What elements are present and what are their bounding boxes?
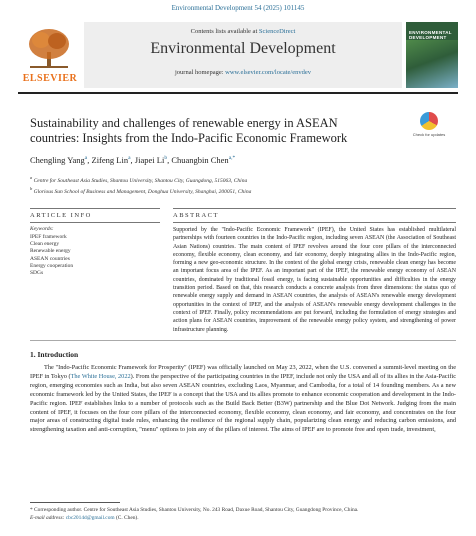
cover-photo — [406, 40, 458, 88]
updates-label: Check for updates — [412, 132, 446, 137]
email-line — [30, 515, 456, 523]
keyword-item: Renewable energy — [30, 248, 71, 255]
journal-title: Environmental Development — [150, 40, 336, 57]
keyword-item: IPEF framework — [30, 234, 67, 240]
header-divider — [18, 92, 458, 94]
publisher-wordmark: ELSEVIER — [22, 73, 78, 84]
author-affiliation-mark: a,* — [228, 155, 236, 162]
article-info-heading: ARTICLE INFO — [30, 212, 92, 219]
introduction-heading: 1. Introduction — [30, 350, 79, 359]
introduction-paragraph: The "Indo-Pacific Economic Framework for Prosperity" (IPEF) was officially launched on May 23, 2022, when the U.S. convened a summit-level meeting on the IPEF in Tokyo (The White House, 2022). From the perspective of the participating countries in the IPEF, include not only the USA and all of its allies in the Asia-Pacific region, emerging economies such as India, but also seven ASEAN countries, excluding Laos, Myanmar, and Cambodia, for a total of 14 founding members. As a new economic framework led by the United States, the IPEF is a concept that the USA and its allies promote to enhance economic cooperation and development in the Indo-Pacific region. IPEF establishes links to a number of protocols such as the Build Back Better (B3W) partnership and the Blue Dot Network. Judging from the main content of IPEF, it focuses on the four core pillars of the interconnected economy, flexible economy, clean economy, and fair economy, and concentrates on the four major areas of constructing digital trade rules, enhancing the resilience of the regional supply chain, popularizing clean energy and reducing carbon emissions, and strengthening taxation and anti-corruption, "menu" options to join any of the pillars of interest. The aims of IPEF are to promote free and open trade, investment, — [30, 364, 456, 434]
keyword-list — [30, 234, 130, 277]
abstract-end-rule — [30, 340, 456, 341]
keyword-item: SDGs — [30, 270, 44, 277]
author-name[interactable]: Chengling Yang — [30, 155, 85, 165]
author-name[interactable]: Jiapei Li — [134, 155, 165, 165]
author-name[interactable]: Zifeng Lin — [91, 155, 129, 165]
journal-reference-link[interactable]: Environmental Development 54 (2025) 101145 — [171, 4, 305, 12]
article-info-rule-bottom — [30, 222, 160, 223]
updates-icon — [420, 112, 438, 130]
keyword-item: Energy cooperation — [30, 262, 74, 269]
article-title: Sustainability and challenges of renewable energy in ASEAN countries: Insights from the Indo-Pacific Economic Framework — [30, 116, 348, 145]
contents-prefix: Contents lists available at — [190, 28, 258, 35]
author-affiliation-mark: b — [164, 155, 168, 162]
affiliation-list — [30, 174, 450, 196]
abstract-rule-bottom — [173, 222, 456, 223]
email-link[interactable]: cbc2014d@gmail.com — [65, 514, 115, 521]
affiliation-item: $^a$ Centre for Southeast Asia Studies, Shantou University, Shantou City, Guangdong, 515063, China — [30, 175, 248, 184]
email-suffix: (C. Chen). — [115, 514, 139, 521]
cover-title: ENVIRONMENTAL DEVELOPMENT — [409, 30, 452, 40]
footnote — [30, 507, 456, 522]
homepage-link[interactable]: www.elsevier.com/locate/envdev — [225, 69, 312, 76]
author-affiliation-mark: a — [128, 155, 131, 162]
email-label: E-mail address: — [30, 514, 65, 521]
journal-header — [18, 22, 458, 88]
homepage-prefix: journal homepage: — [174, 69, 224, 76]
author-name[interactable]: Chuangbin Chen — [171, 155, 229, 165]
abstract-rule-top — [173, 208, 456, 209]
journal-cover-image — [406, 22, 458, 88]
footnote-divider — [30, 502, 120, 503]
journal-homepage — [84, 69, 402, 76]
contents-availability — [84, 28, 402, 35]
keyword-item: ASEAN countries — [30, 255, 70, 262]
check-for-updates-badge[interactable] — [412, 112, 446, 146]
abstract-heading: ABSTRACT — [173, 212, 219, 219]
elsevier-logo — [18, 22, 80, 88]
elsevier-tree-icon — [24, 26, 74, 70]
affiliation-item: $^b$ Glorious Sun School of Business and Management, Donghua University, Shanghai, 200051, China — [30, 185, 252, 195]
keyword-item: Clean energy — [30, 241, 60, 248]
author-affiliation-mark: a — [84, 155, 88, 162]
journal-banner — [84, 22, 402, 88]
corresponding-author-note: * Corresponding author. Centre for Southeast Asia Studies, Shantou University, No. 243 Road, Daxue Road, Shantou City, Guangdong Province, China. — [30, 507, 359, 513]
abstract-body: Supported by the "Indo-Pacific Economic Framework" (IPEF), the United States has established multilateral partnerships with fourteen countries in the Indo-Pacific region, including seven ASEAN (the Association of Southeast Asian Nations) countries. The main content of IPEF revolves around the four core pillars of the interconnected economy, flexible economy, clean economy, and fair economy, deeply integrating allies in the Indo-Pacific region, forming a new geo-economic structure. In the context of the global energy crisis, renewable clean energy has become an important focus area of the IPEF. As an important part of the IPEF, the renewable energy economy of ASEAN countries, dominated by traditional fossil energy, is facing sustainable opportunities and difficulties in the energy transition period. Based on that, this research conducts a concrete analysis from three dimensions: the status quo of renewable energy supply and demand in ASEAN countries, the analysis of ASEAN's renewable energy development opportunities in the context of IPEF, and the analysis of ASEAN's renewable energy development challenges in the context of IPEF. Finally, policy recommendations are put forward, including the formulation of energy strategies and action plans for ASEAN countries, improvement of the renewable energy policy system, and strengthening of power infrastructure planning. — [173, 227, 456, 333]
sciencedirect-link[interactable]: ScienceDirect — [258, 28, 296, 35]
citation-link[interactable]: The White House, 2022 — [70, 372, 131, 380]
article-info-rule-top — [30, 208, 160, 209]
author-list: Chengling Yang$^a$, Zifeng Lin$^a$, Jiapei Li$^b$, Chuangbin Chen$^{a,*}$ — [30, 155, 236, 165]
keywords-label: Keywords: — [30, 226, 54, 232]
